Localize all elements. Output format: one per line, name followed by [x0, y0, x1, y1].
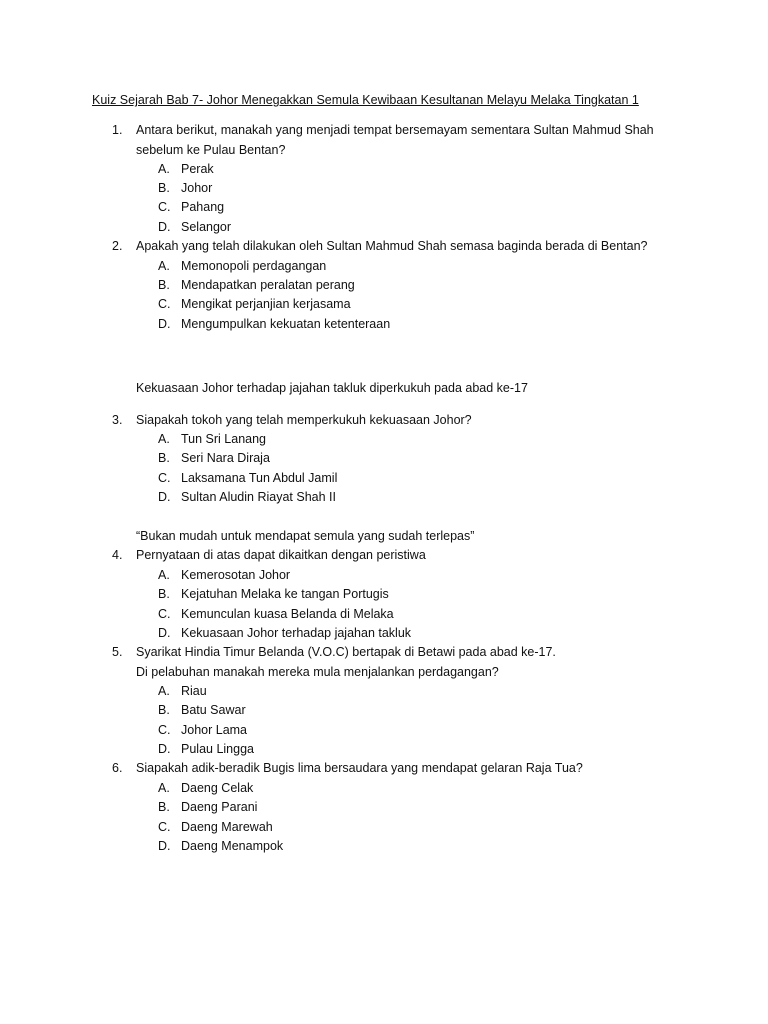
option-letter: D.	[158, 626, 171, 640]
option-text: Pulau Lingga	[181, 742, 254, 756]
option-letter: D.	[158, 742, 171, 756]
question-number: 6.	[112, 761, 123, 775]
option-text: Sultan Aludin Riayat Shah II	[181, 490, 336, 504]
option-letter: C.	[158, 607, 171, 621]
question-text: Antara berikut, manakah yang menjadi tempat bersemayam sementara Sultan Mahmud Shah	[136, 123, 654, 137]
question-text: sebelum ke Pulau Bentan?	[136, 143, 286, 157]
option-letter: A.	[158, 162, 170, 176]
question-text: Di pelabuhan manakah mereka mula menjalankan perdagangan?	[136, 665, 499, 679]
option-text: Daeng Parani	[181, 800, 258, 814]
option-text: Laksamana Tun Abdul Jamil	[181, 471, 338, 485]
option-text: Pahang	[181, 200, 225, 214]
option-letter: D.	[158, 220, 171, 234]
option-text: Tun Sri Lanang	[181, 432, 267, 446]
stimulus-statement-1: Kekuasaan Johor terhadap jajahan takluk diperkukuh pada abad ke-17	[136, 381, 528, 395]
option-letter: D.	[158, 317, 171, 331]
option-letter: B.	[158, 181, 170, 195]
option-text: Daeng Celak	[181, 781, 254, 795]
option-text: Mendapatkan peralatan perang	[181, 278, 355, 292]
question-number: 4.	[112, 548, 123, 562]
question-number: 2.	[112, 239, 123, 253]
option-letter: A.	[158, 432, 170, 446]
option-letter: B.	[158, 703, 170, 717]
option-text: Daeng Menampok	[181, 839, 284, 853]
option-text: Mengikat perjanjian kerjasama	[181, 297, 351, 311]
option-text: Kekuasaan Johor terhadap jajahan takluk	[181, 626, 412, 640]
question-text: Apakah yang telah dilakukan oleh Sultan Mahmud Shah semasa baginda berada di Bentan?	[136, 239, 648, 253]
option-letter: C.	[158, 820, 171, 834]
option-letter: C.	[158, 200, 171, 214]
option-letter: A.	[158, 781, 170, 795]
option-text: Perak	[181, 162, 214, 176]
option-letter: A.	[158, 259, 170, 273]
option-text: Kemerosotan Johor	[181, 568, 291, 582]
option-text: Seri Nara Diraja	[181, 451, 270, 465]
option-text: Selangor	[181, 220, 232, 234]
option-text: Johor Lama	[181, 723, 248, 737]
question-text: Siapakah adik-beradik Bugis lima bersaudara yang mendapat gelaran Raja Tua?	[136, 761, 583, 775]
option-text: Daeng Marewah	[181, 820, 273, 834]
option-letter: B.	[158, 800, 170, 814]
option-letter: B.	[158, 451, 170, 465]
option-letter: C.	[158, 297, 171, 311]
option-text: Kejatuhan Melaka ke tangan Portugis	[181, 587, 389, 601]
option-text: Kemunculan kuasa Belanda di Melaka	[181, 607, 394, 621]
option-letter: A.	[158, 684, 170, 698]
option-letter: D.	[158, 490, 171, 504]
option-letter: D.	[158, 839, 171, 853]
question-number: 3.	[112, 413, 123, 427]
question-text: Syarikat Hindia Timur Belanda (V.O.C) bertapak di Betawi pada abad ke-17.	[136, 645, 556, 659]
stimulus-statement-2: “Bukan mudah untuk mendapat semula yang sudah terlepas”	[136, 529, 475, 543]
option-text: Johor	[181, 181, 213, 195]
question-number: 1.	[112, 123, 123, 137]
option-text: Memonopoli perdagangan	[181, 259, 327, 273]
question-number: 5.	[112, 645, 123, 659]
option-letter: C.	[158, 471, 171, 485]
question-text: Pernyataan di atas dapat dikaitkan dengan peristiwa	[136, 548, 426, 562]
option-letter: A.	[158, 568, 170, 582]
option-letter: C.	[158, 723, 171, 737]
option-text: Batu Sawar	[181, 703, 246, 717]
option-text: Mengumpulkan kekuatan ketenteraan	[181, 317, 391, 331]
quiz-title: Kuiz Sejarah Bab 7- Johor Menegakkan Semula Kewibaan Kesultanan Melayu Melaka Tingkatan 1	[92, 93, 639, 107]
question-text: Siapakah tokoh yang telah memperkukuh kekuasaan Johor?	[136, 413, 472, 427]
option-text: Riau	[181, 684, 207, 698]
option-letter: B.	[158, 587, 170, 601]
option-letter: B.	[158, 278, 170, 292]
